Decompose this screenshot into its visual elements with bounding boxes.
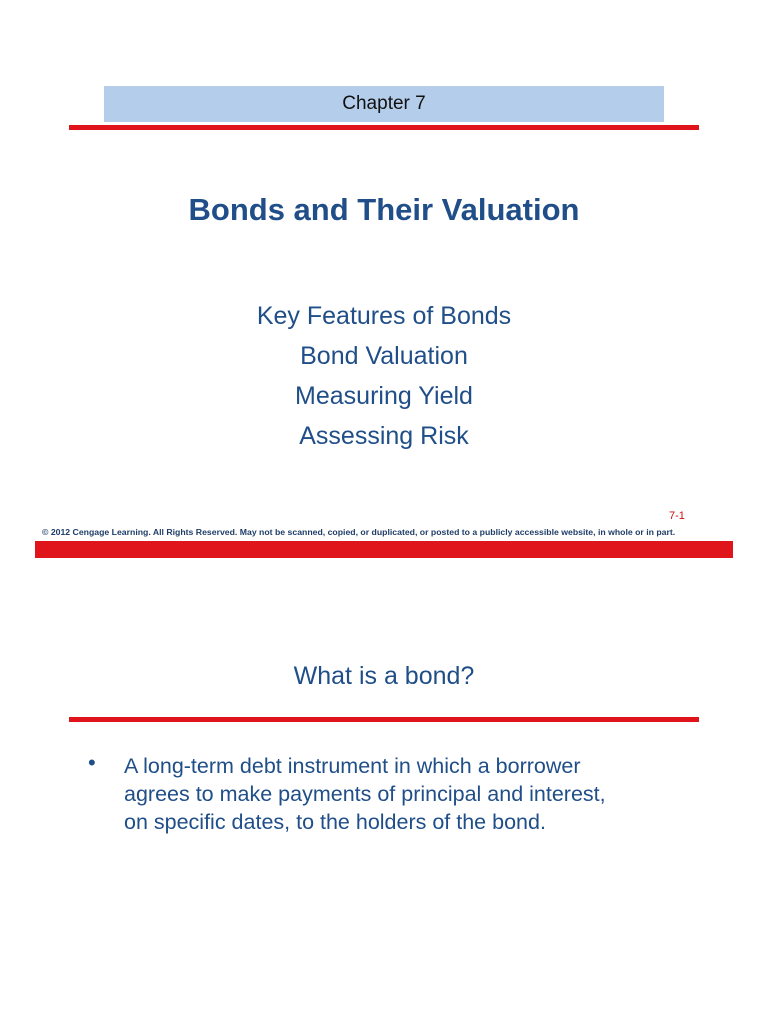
- topic-item: Key Features of Bonds: [256, 302, 512, 330]
- topic-item: Bond Valuation: [300, 342, 468, 370]
- bullet-icon: •: [88, 750, 96, 775]
- bullet-line: agrees to make payments of principal and interest,: [124, 782, 606, 806]
- slide-number: 7-1: [669, 510, 685, 522]
- bullet-text: [124, 752, 684, 836]
- slide-title: Bonds and Their Valuation: [188, 192, 580, 227]
- topic-item: Assessing Risk: [299, 422, 469, 450]
- topic-item: Measuring Yield: [295, 382, 473, 410]
- title-divider: [69, 717, 699, 722]
- title-divider: [69, 125, 699, 130]
- topic-list: [0, 296, 768, 456]
- chapter-banner: [104, 86, 664, 122]
- copyright-notice: © 2012 Cengage Learning. All Rights Reserved. May not be scanned, copied, or duplicated, or posted to a publicly accessible website, in whole or in part.: [42, 527, 676, 537]
- bullet-line: A long-term debt instrument in which a borrower: [124, 754, 581, 778]
- bullet-line: on specific dates, to the holders of the bond.: [124, 810, 546, 834]
- footer-band: [35, 541, 733, 558]
- slide-2: [0, 560, 768, 1024]
- slide-title: What is a bond?: [293, 662, 475, 690]
- chapter-label: Chapter 7: [342, 93, 426, 114]
